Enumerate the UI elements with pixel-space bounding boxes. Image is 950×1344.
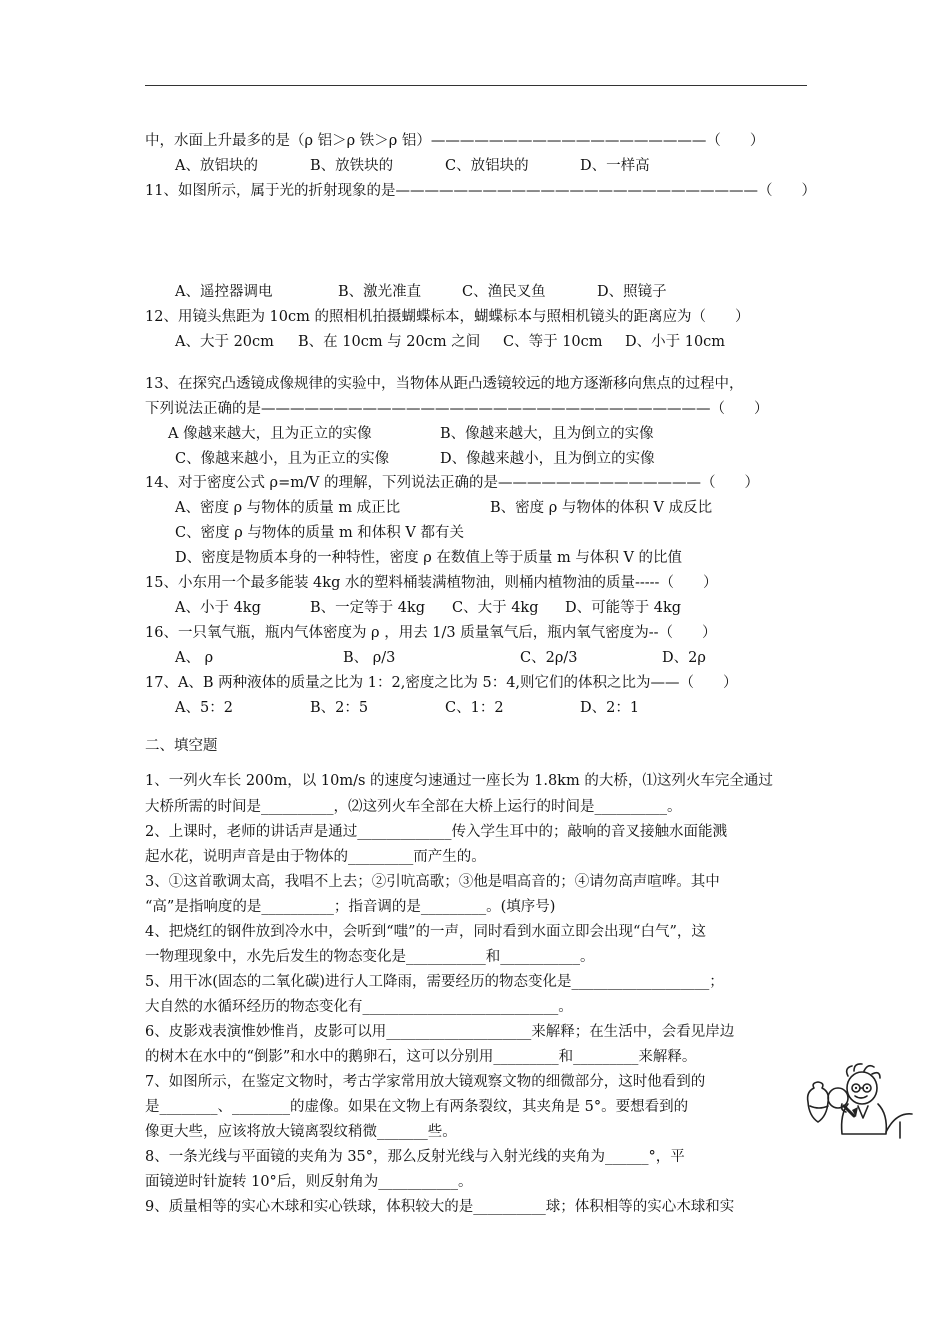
q11-option-a: A、遥控器调电 xyxy=(175,284,273,300)
q16-option-c: C、2ρ/3 xyxy=(520,650,578,666)
fill-6-line-1: 6、皮影戏表演惟妙惟肖，皮影可以用____________________来解释；在生活中，会看见岸边 xyxy=(145,1024,735,1040)
section-title-fill-in: 二、填空题 xyxy=(145,738,218,754)
q11-option-c: C、渔民叉鱼 xyxy=(462,284,546,300)
question-15: 15、小东用一个最多能装 4kg 水的塑料桶装满植物油，则桶内植物油的质量-----（ ） xyxy=(145,575,718,591)
q16-option-d: D、2ρ xyxy=(662,650,706,666)
q14-option-d: D、密度是物质本身的一种特性，密度 ρ 在数值上等于质量 m 与体积 V 的比值 xyxy=(175,550,683,566)
fill-3-line-1: 3、①这首歌调太高，我唱不上去；②引吭高歌；③他是唱高音的；④请勿高声喧哗。其中 xyxy=(145,874,720,890)
q15-option-a: A、小于 4kg xyxy=(175,600,261,616)
q13-option-d: D、像越来越小，且为倒立的实像 xyxy=(440,451,655,467)
q13-option-c: C、像越来越小，且为正立的实像 xyxy=(175,451,390,467)
q14-option-a: A、密度 ρ 与物体的质量 m 成正比 xyxy=(175,500,401,516)
q17-option-d: D、2：1 xyxy=(580,700,640,716)
question-13-line-1: 13、在探究凸透镜成像规律的实验中，当物体从距凸透镜较远的地方逐渐移向焦点的过程中， xyxy=(145,376,744,392)
q12-option-c: C、等于 10cm xyxy=(503,334,603,350)
q13-option-a: A 像越来越大，且为正立的实像 xyxy=(168,426,372,442)
fill-1-line-1: 1、一列火车长 200m，以 10m/s 的速度匀速通过一座长为 1.8km 的大桥，⑴这列火车完全通过 xyxy=(145,773,773,789)
fill-2-line-1: 2、上课时，老师的讲话声是通过_____________传入学生耳中的；敲响的音叉接触水面能溅 xyxy=(145,824,727,840)
q10-option-c: C、放铝块的 xyxy=(445,158,529,174)
fill-4-line-2: 一物理现象中，水先后发生的物态变化是___________和___________。 xyxy=(145,949,595,965)
q15-option-c: C、大于 4kg xyxy=(452,600,539,616)
q11-option-b: B、激光准直 xyxy=(338,284,422,300)
q10-option-a: A、放铝块的 xyxy=(175,158,258,174)
fill-7-line-3: 像更大些，应该将放大镜离裂纹稍微_______些。 xyxy=(145,1124,457,1140)
q10-option-d: D、一样高 xyxy=(580,158,650,174)
question-12: 12、用镜头焦距为 10cm 的照相机拍摄蝴蝶标本，蝴蝶标本与照相机镜头的距离应为（ ） xyxy=(145,309,750,325)
fill-6-line-2: 的树木在水中的“倒影”和水中的鹅卵石，这可以分别用_________和_________来解释。 xyxy=(145,1049,697,1065)
fill-1-line-2: 大桥所需的时间是__________，⑵这列火车全部在大桥上运行的时间是__________。 xyxy=(145,799,682,815)
q15-option-b: B、一定等于 4kg xyxy=(310,600,426,616)
fill-8-line-2: 面镜逆时针旋转 10°后，则反射角为___________。 xyxy=(145,1174,473,1190)
q14-option-c: C、密度 ρ 与物体的质量 m 和体积 V 都有关 xyxy=(175,525,464,541)
fill-8-line-1: 8、一条光线与平面镜的夹角为 35°，那么反射光线与入射光线的夹角为______°，平 xyxy=(145,1149,685,1165)
archaeologist-magnifier-illustration xyxy=(800,1062,920,1144)
q14-option-b: B、密度 ρ 与物体的体积 V 成反比 xyxy=(490,500,713,516)
q17-option-a: A、5：2 xyxy=(175,700,233,716)
fill-5-line-1: 5、用干冰(固态的二氧化碳)进行人工降雨，需要经历的物态变化是___________________； xyxy=(145,974,724,990)
q17-option-b: B、2：5 xyxy=(310,700,369,716)
fill-7-line-1: 7、如图所示，在鉴定文物时，考古学家常用放大镜观察文物的细微部分，这时他看到的 xyxy=(145,1074,706,1090)
fill-5-line-2: 大自然的水循环经历的物态变化有___________________________。 xyxy=(145,999,573,1015)
fill-9-line-1: 9、质量相等的实心木球和实心铁球，体积较大的是__________球；体积相等的实心木球和实 xyxy=(145,1199,735,1215)
fill-7-line-2: 是________、________的虚像。如果在文物上有两条裂纹，其夹角是 5°。要想看到的 xyxy=(145,1099,689,1115)
q16-option-b: B、 ρ/3 xyxy=(343,650,396,666)
question-13-line-2: 下列说法正确的是———————————————————————————————（ ） xyxy=(145,401,769,417)
header-rule xyxy=(145,85,807,86)
fill-2-line-2: 起水花，说明声音是由于物体的_________而产生的。 xyxy=(145,849,486,865)
q11-option-d: D、照镜子 xyxy=(597,284,667,300)
q16-option-a: A、 ρ xyxy=(175,650,214,666)
q12-option-a: A、大于 20cm xyxy=(175,334,274,350)
q13-option-b: B、像越来越大，且为倒立的实像 xyxy=(440,426,654,442)
question-16: 16、一只氧气瓶，瓶内气体密度为 ρ ，用去 1/3 质量氧气后，瓶内氧气密度为--（ ） xyxy=(145,625,717,641)
fill-4-line-1: 4、把烧红的钢件放到冷水中，会听到“嗤”的一声，同时看到水面立即会出现“白气”，这 xyxy=(145,924,706,940)
q17-option-c: C、1：2 xyxy=(445,700,504,716)
question-11: 11、如图所示，属于光的折射现象的是—————————————————————————（ ） xyxy=(145,183,816,199)
q12-option-b: B、在 10cm 与 20cm 之间 xyxy=(298,334,481,350)
q12-option-d: D、小于 10cm xyxy=(625,334,726,350)
q15-option-d: D、可能等于 4kg xyxy=(565,600,682,616)
question-14: 14、对于密度公式 ρ=m/V 的理解，下列说法正确的是——————————————（ ） xyxy=(145,475,759,491)
q10-option-b: B、放铁块的 xyxy=(310,158,394,174)
fill-3-line-2: “高”是指响度的是__________；指音调的是_________。(填序号) xyxy=(145,899,556,915)
question-10-continuation: 中，水面上升最多的是（ρ 铝＞ρ 铁＞ρ 铝）———————————————————（ ） xyxy=(145,133,765,149)
question-17: 17、A、B 两种液体的质量之比为 1：2,密度之比为 5：4,则它们的体积之比为——（ ） xyxy=(145,675,738,691)
